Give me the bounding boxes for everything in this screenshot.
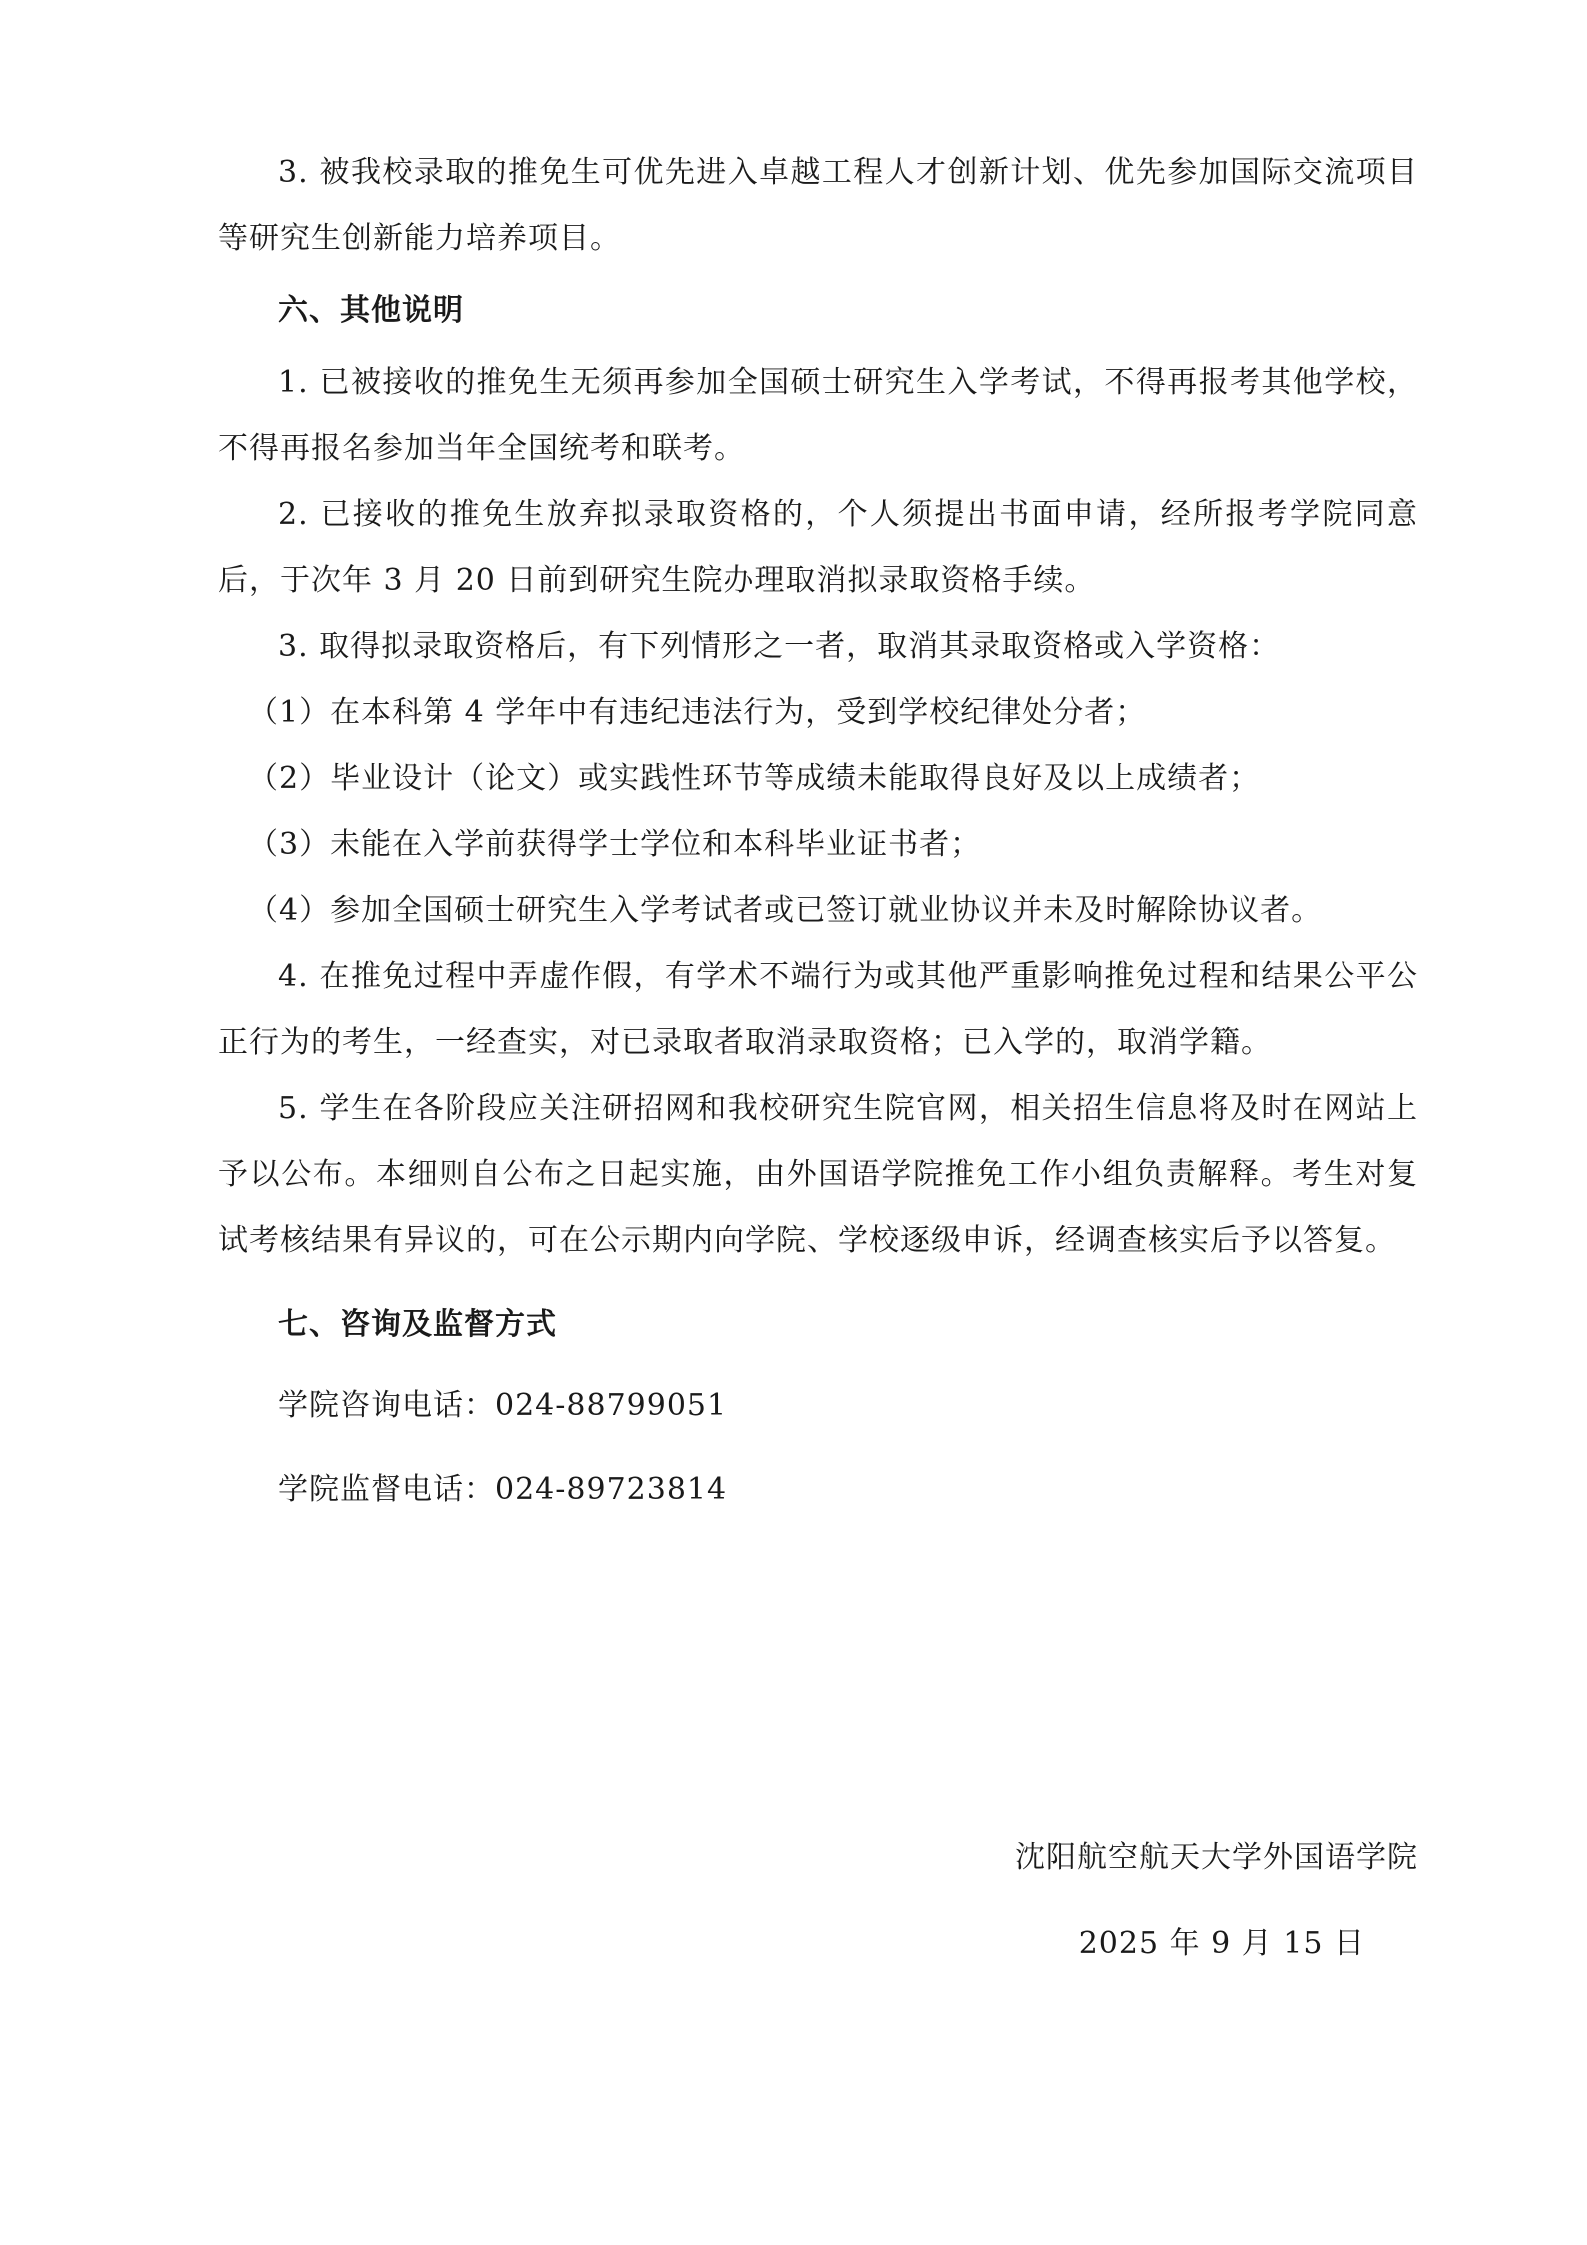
section6-item3-sub4: （4）参加全国硕士研究生入学考试者或已签订就业协议并未及时解除协议者。 xyxy=(248,893,1323,928)
signature-date: 2025 年 9 月 15 日 xyxy=(1078,1926,1365,1961)
supervise-phone: 学院监督电话：024-89723814 xyxy=(278,1472,728,1507)
section6-item4: 4. 在推免过程中弄虚作假，有学术不端行为或其他严重影响推免过程和结果公平公正行为的考生，一经查实，对已录取者取消录取资格；已入学的，取消学籍。 xyxy=(218,959,1418,1060)
section5-item3: 3. 被我校录取的推免生可优先进入卓越工程人才创新计划、优先参加国际交流项目等研究生创新能力培养项目。 xyxy=(218,155,1418,256)
consult-phone: 学院咨询电话：024-88799051 xyxy=(278,1388,728,1423)
section6-item3-sub1: （1）在本科第 4 学年中有违纪违法行为，受到学校纪律处分者； xyxy=(248,695,1147,730)
section6-heading: 六、其他说明 xyxy=(278,293,464,328)
section6-item1: 1. 已被接收的推免生无须再参加全国硕士研究生入学考试，不得再报考其他学校，不得再报名参加当年全国统考和联考。 xyxy=(218,365,1418,466)
section6-item5: 5. 学生在各阶段应关注研招网和我校研究生院官网，相关招生信息将及时在网站上予以公布。本细则自公布之日起实施，由外国语学院推免工作小组负责解释。考生对复试考核结果有异议的，可在公示期内向学院、学校逐级申诉，经调查核实后予以答复。 xyxy=(218,1091,1418,1258)
section6-item3-sub2: （2）毕业设计（论文）或实践性环节等成绩未能取得良好及以上成绩者； xyxy=(248,761,1261,796)
section6-item2: 2. 已接收的推免生放弃拟录取资格的，个人须提出书面申请，经所报考学院同意后，于次年 3 月 20 日前到研究生院办理取消拟录取资格手续。 xyxy=(218,497,1418,598)
section6-item3: 3. 取得拟录取资格后，有下列情形之一者，取消其录取资格或入学资格： xyxy=(278,629,1281,664)
section7-heading: 七、咨询及监督方式 xyxy=(278,1307,557,1342)
section6-item3-sub3: （3）未能在入学前获得学士学位和本科毕业证书者； xyxy=(248,827,982,862)
signature-org: 沈阳航空航天大学外国语学院 xyxy=(1015,1840,1418,1875)
document-body xyxy=(218,140,1418,1532)
